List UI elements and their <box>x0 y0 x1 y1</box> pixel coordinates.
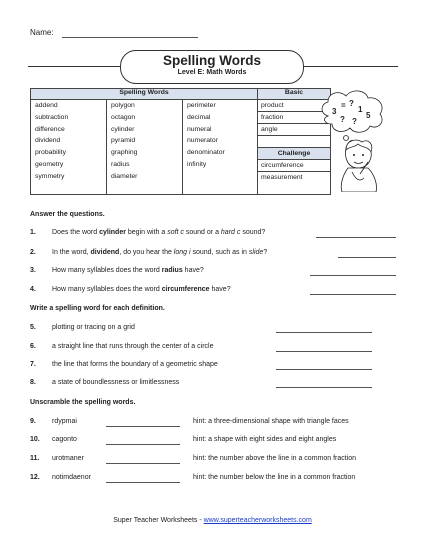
answer-line-4[interactable] <box>310 294 396 295</box>
word: diameter <box>111 172 138 180</box>
word: infinity <box>187 160 207 168</box>
spelling-words-table <box>30 88 331 195</box>
svg-text:?: ? <box>352 117 357 126</box>
answer-line-12[interactable] <box>106 482 180 483</box>
footer-text: Super Teacher Worksheets - <box>113 517 204 524</box>
definition-6: 6. a straight line that runs through the center of a circle <box>30 343 214 350</box>
question-number: 1. <box>30 229 36 236</box>
hint-9: hint: a three-dimensional shape with triangle faces <box>193 418 349 425</box>
answer-line-1[interactable] <box>316 237 396 238</box>
answer-line-9[interactable] <box>106 426 180 427</box>
word: pyramid <box>111 137 136 145</box>
word-column-3 <box>183 100 258 195</box>
section-answer-questions: Answer the questions. <box>30 211 105 218</box>
svg-text:3: 3 <box>332 107 337 116</box>
answer-line-7[interactable] <box>276 369 372 370</box>
answer-line-11[interactable] <box>106 463 180 464</box>
word: cylinder <box>111 125 135 133</box>
scramble-10: 10. cagonto <box>30 436 77 443</box>
basic-header: Basic <box>258 89 331 100</box>
word: addend <box>35 102 58 109</box>
basic-word: fraction <box>258 111 330 123</box>
challenge-word: circumference <box>258 159 330 171</box>
answer-line-10[interactable] <box>106 444 180 445</box>
name-field[interactable] <box>62 37 198 38</box>
question-1: 1. Does the word cylinder begin with a soft c sound or a hard c sound? <box>30 229 266 236</box>
answer-line-6[interactable] <box>276 351 372 352</box>
question-2: 2. In the word, dividend, do you hear the long i sound, such as in slide? <box>30 249 268 256</box>
svg-text:=: = <box>341 101 346 110</box>
word: graphing <box>111 149 138 157</box>
svg-text:?: ? <box>349 99 354 108</box>
thinking-child-clipart <box>316 86 390 192</box>
hint-11: hint: the number above the line in a common fraction <box>193 455 357 462</box>
word: dividend <box>35 137 61 145</box>
word-column-1 <box>31 100 107 195</box>
question-3: 3. How many syllables does the word radius have? <box>30 267 204 274</box>
svg-text:5: 5 <box>366 111 371 120</box>
definition-5: 5. plotting or tracing on a grid <box>30 324 135 331</box>
svg-text:1: 1 <box>358 105 363 114</box>
word: polygon <box>111 102 135 109</box>
section-definitions: Write a spelling word for each definition. <box>30 305 165 312</box>
word: numeral <box>187 125 212 133</box>
answer-line-3[interactable] <box>310 275 396 276</box>
basic-word: angle <box>258 123 330 135</box>
page-title: Spelling Words <box>162 53 261 68</box>
answer-line-2[interactable] <box>338 257 396 258</box>
footer-link[interactable]: www.superteacherworksheets.com <box>203 517 312 524</box>
word: symmetry <box>35 172 65 180</box>
footer <box>0 517 425 524</box>
definition-7: 7. the line that forms the boundary of a geometric shape <box>30 361 218 368</box>
scramble-9: 9. rdypmai <box>30 418 77 425</box>
word: radius <box>111 160 130 168</box>
name-label: Name: <box>30 28 54 37</box>
word: perimeter <box>187 102 216 109</box>
word: decimal <box>187 113 211 121</box>
challenge-header: Challenge <box>258 147 330 159</box>
word-column-2 <box>107 100 183 195</box>
title-box <box>120 50 304 84</box>
question-4: 4. How many syllables does the word circumference have? <box>30 286 231 293</box>
spelling-words-header: Spelling Words <box>31 89 258 100</box>
word: denominator <box>187 149 225 157</box>
section-unscramble: Unscramble the spelling words. <box>30 399 136 406</box>
word: difference <box>35 125 65 133</box>
challenge-word: measurement <box>258 171 330 183</box>
word: subtraction <box>35 113 69 121</box>
answer-line-8[interactable] <box>276 387 372 388</box>
thought-bubble <box>322 91 382 132</box>
definition-8: 8. a state of boundlessness or limitlessness <box>30 379 180 386</box>
page-subtitle: Level E: Math Words <box>177 69 247 76</box>
hint-10: hint: a shape with eight sides and eight angles <box>193 436 337 443</box>
word: probability <box>35 149 66 157</box>
hint-12: hint: the number below the line in a common fraction <box>193 474 356 481</box>
scramble-12: 12. notimdaenor <box>30 474 91 481</box>
answer-line-5[interactable] <box>276 332 372 333</box>
word: geometry <box>35 160 64 168</box>
word: numerator <box>187 137 218 145</box>
scramble-11: 11. urotmaner <box>30 455 84 462</box>
svg-text:?: ? <box>340 115 345 124</box>
basic-word: product <box>261 102 284 109</box>
word: octagon <box>111 113 136 121</box>
